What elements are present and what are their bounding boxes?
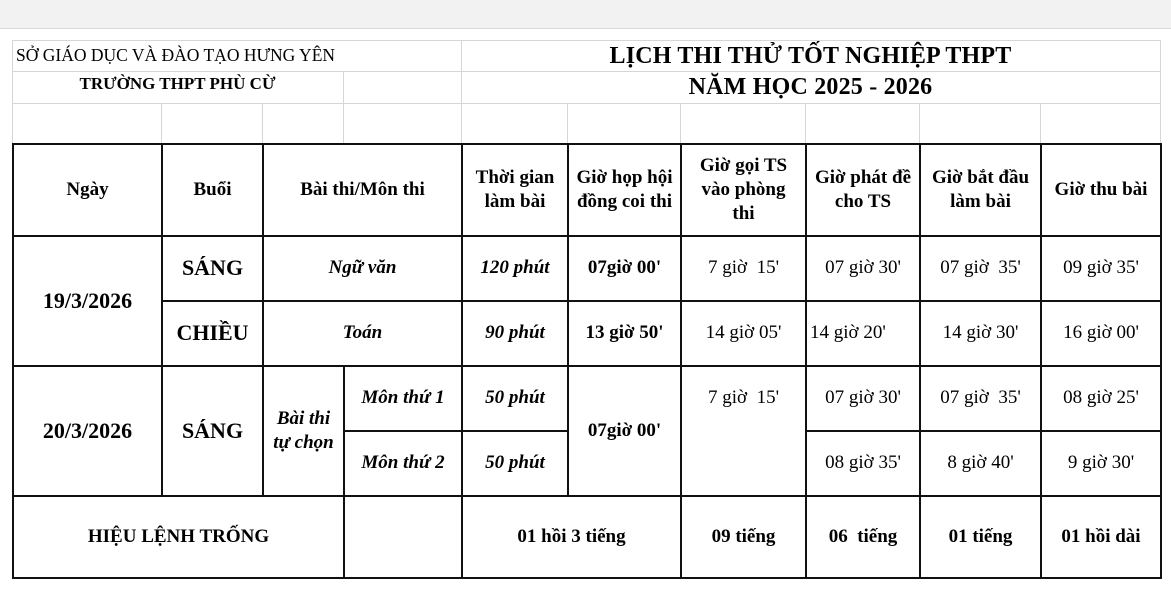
- day1-morning-duration: 120 phút: [480, 257, 550, 279]
- col-header-call: Giờ gọi TS vào phòng thi: [699, 154, 788, 225]
- day1-afternoon-meeting: 13 giờ 50': [585, 322, 664, 344]
- day2-session: SÁNG: [181, 417, 244, 443]
- day1-afternoon-duration: 90 phút: [485, 322, 545, 344]
- day1-morning-call: 7 giờ 15': [708, 257, 779, 279]
- drum-signal-label: HIỆU LỆNH TRỐNG: [87, 525, 270, 547]
- day1-morning-subject: Ngữ văn: [328, 257, 397, 279]
- col-header-start: Giờ bắt đầu làm bài: [931, 166, 1030, 212]
- col-header-duration: Thời gian làm bài: [475, 166, 555, 212]
- day1-morning-start: 07 giờ 35': [940, 257, 1021, 279]
- drum-signal-distribute: 06 tiếng: [828, 525, 898, 547]
- day1-afternoon-collect: 16 giờ 00': [1063, 322, 1139, 344]
- drum-signal-call: 09 tiếng: [711, 525, 776, 547]
- col-header-meeting: Giờ họp hội đồng coi thi: [576, 166, 673, 212]
- day2-first-start: 07 giờ 35': [940, 387, 1021, 409]
- day1-date: 19/3/2026: [42, 287, 133, 313]
- day1-afternoon-session: CHIỀU: [176, 320, 249, 346]
- col-header-day: Ngày: [66, 178, 109, 200]
- day2-first-subject: Môn thứ 1: [361, 387, 445, 409]
- drum-signal-start: 01 tiếng: [948, 525, 1013, 547]
- day1-afternoon-call: 14 giờ 05': [705, 322, 782, 344]
- day1-afternoon-start: 14 giờ 30': [942, 322, 1019, 344]
- department-name: SỞ GIÁO DỤC VÀ ĐÀO TẠO HƯNG YÊN: [16, 45, 336, 66]
- drum-signal-collect: 01 hồi dài: [1061, 525, 1141, 547]
- day2-second-duration: 50 phút: [485, 452, 545, 474]
- day1-afternoon-distribute: 14 giờ 20': [810, 322, 886, 344]
- window-top-bar: [0, 0, 1171, 29]
- day2-second-collect: 9 giờ 30': [1067, 452, 1135, 474]
- day1-morning-meeting: 07giờ 00': [587, 257, 662, 279]
- day2-second-subject: Môn thứ 2: [361, 452, 445, 474]
- day2-first-collect: 08 giờ 25': [1063, 387, 1139, 409]
- col-header-collect: Giờ thu bài: [1054, 178, 1148, 200]
- day1-morning-session: SÁNG: [181, 255, 244, 281]
- col-header-session: Buổi: [193, 178, 232, 200]
- day2-first-duration: 50 phút: [485, 387, 545, 409]
- day2-first-distribute: 07 giờ 30': [825, 387, 901, 409]
- col-header-distribute: Giờ phát đề cho TS: [814, 166, 912, 212]
- drum-signal-meeting: 01 hồi 3 tiếng: [517, 525, 626, 547]
- day1-afternoon-subject: Toán: [342, 322, 383, 344]
- page-title: LỊCH THI THỬ TỐT NGHIỆP THPT: [609, 42, 1012, 69]
- school-name: TRƯỜNG THPT PHÙ CỪ: [79, 74, 276, 94]
- day2-second-distribute: 08 giờ 35': [825, 452, 901, 474]
- col-header-subject: Bài thi/Môn thi: [300, 178, 425, 200]
- day2-meeting: 07giờ 00': [587, 419, 662, 441]
- day1-morning-distribute: 07 giờ 30': [825, 257, 901, 279]
- day2-date: 20/3/2026: [42, 417, 133, 443]
- school-year: NĂM HỌC 2025 - 2026: [688, 74, 933, 101]
- day2-second-start: 8 giờ 40': [947, 452, 1014, 474]
- day2-call: 7 giờ 15': [708, 387, 779, 409]
- day2-elective-group: Bài thi tự chọn: [273, 407, 334, 453]
- day1-morning-collect: 09 giờ 35': [1063, 257, 1139, 279]
